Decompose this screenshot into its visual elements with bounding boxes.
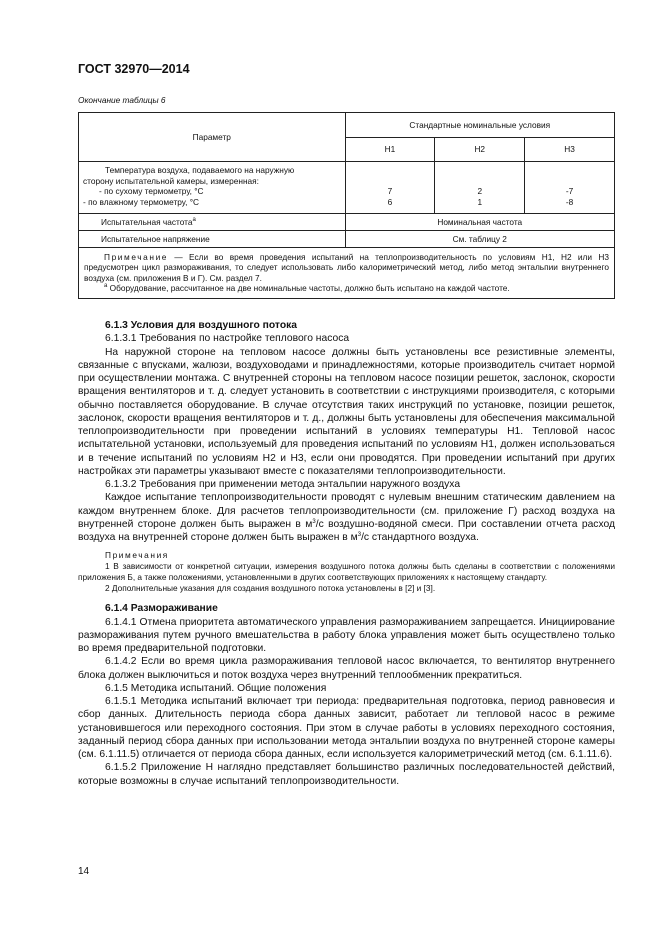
wet-h2: 1 xyxy=(477,196,483,207)
col-h2: Н2 xyxy=(435,138,525,162)
temp-h2-cell xyxy=(435,162,525,214)
page-number: 14 xyxy=(78,866,90,877)
volt-value: См. таблицу 2 xyxy=(345,231,614,248)
freq-label-cell xyxy=(79,214,346,231)
heading-6-1-3: 6.1.3 Условия для воздушного потока xyxy=(105,320,297,331)
footnote-text: Оборудование, рассчитанное на две номинальные частоты, должно быть испытано на каждой частоте. xyxy=(107,283,510,294)
wet-h1: 6 xyxy=(387,196,393,207)
table-6 xyxy=(78,112,615,299)
para-6-1-3-2-title: 6.1.3.2 Требования при применении метода энтальпии наружного воздуха xyxy=(105,479,461,490)
note-1: 1 В зависимости от конкретной ситуации, измерения воздушного потока должны быть сделаны в соответствии с положениями приложения Б, а также положениями, установленными в других соответствующих приложениях к настоящему стандарту. xyxy=(78,561,615,583)
body-text xyxy=(78,318,615,788)
para-6-1-5: 6.1.5 Методика испытаний. Общие положения xyxy=(105,682,327,694)
para-6-1-3-1-title: 6.1.3.1 Требования по настройке теплового насоса xyxy=(105,333,350,345)
temp-wet-label: - по влажному термометру, °С xyxy=(83,196,200,207)
notes-heading: Примечания xyxy=(105,550,169,561)
col-param-header: Параметр xyxy=(79,113,346,162)
para-6-1-4-2: 6.1.4.2 Если во время цикла размораживания тепловой насос включается, то вентилятор внутреннего блока должен выключиться и поток воздуха через внутренний теплообменник прекратиться. xyxy=(78,656,615,681)
note-2: 2 Дополнительные указания для создания воздушного потока установлены в [2] и [3]. xyxy=(105,583,436,594)
para-6-1-3-2-part-b: /с воздушно-водяной смеси. При составлении отчета расход воздуха на внутренней стороне должен быть выражен в м xyxy=(78,518,615,543)
freq-value: Номинальная частота xyxy=(345,214,614,231)
para-6-1-3-1: На наружной стороне на тепловом насосе должны быть установлены все резистивные элементы, связанные с впусками, жалюзи, воздуховодами и принадлежностями, которые производитель считает нормой при осуществлении монтажа. С внутренней стороны на тепловом насосе позиции решеток, заслонок, скорости вращения вентиляторов и т. д. следует установить в соответствии с инструкциями производителя, с которыми обычно поставляется оборудование. В случае отсутствия таких инструкций по установке, позиции решеток, заслонок, скорости вращения вентиляторов и т. д., должны быть установлены для обеспечения максимальной теплопроизводительности при проведении испытаний в условиях температуры Н1. Тепловой насос испытательной установки, используемый для проведения испытаний по условиям Н1, должен использоваться и в течение испытаний по условиям Н2 и Н3, если они проводятся. При проведении испытаний при других настройках эти параметры указывают вместе с показателями теплопроизводительности. xyxy=(78,346,615,477)
para-6-1-4-1: 6.1.4.1 Отмена приоритета автоматического управления размораживанием запрещается. Инициирование размораживания путем ручного вмешательства в работу блока управления может быть осуществлено только во время предварительной подготовки. xyxy=(78,616,615,654)
para-6-1-5-1: 6.1.5.1 Методика испытаний включает три периода: предварительная подготовка, период равновесия и сбор данных. Длительность периода сбора данных зависит, работает ли тепловой насос в режиме установившегося или переходного состояния. При этом в случае работы в условиях переходного состояния, заданный период сбора данных при использовании метода энтальпии воздуха по внутренней стороне камеры (см. 6.1.11.5) отличается от периода сбора данных, если используется калориметрический метод (см. 6.1.11.6). xyxy=(78,696,615,760)
temp-dry-label: - по сухому термометру, °С xyxy=(99,186,204,197)
para-6-1-3-2 xyxy=(78,491,615,544)
footnote-mark: a xyxy=(104,283,108,290)
para-6-1-3-2-part-c: /с стандартного воздуха. xyxy=(361,532,479,543)
dry-h3: -7 xyxy=(565,186,574,196)
dry-h1: 7 xyxy=(387,186,393,196)
table-footnote xyxy=(84,283,609,293)
superscript-3: 3 xyxy=(357,532,362,538)
volt-label: Испытательное напряжение xyxy=(79,231,346,248)
temp-h1-cell xyxy=(345,162,435,214)
freq-footnote-mark: a xyxy=(192,216,196,223)
temp-label-2: сторону испытательной камеры, измеренная: xyxy=(83,175,259,186)
table-note-text: — Если во время проведения испытаний на теплопроизводительность по условиям Н1, Н2 или Н3 предусмотрен цикл размораживания, то следует использовать либо калориметрический метод, либо метод энтальпии внутреннего воздуха (см. приложения В и Г). См. раздел 7. xyxy=(84,252,609,283)
col-h1: Н1 xyxy=(345,138,435,162)
wet-h3: -8 xyxy=(565,196,574,207)
heading-6-1-4: 6.1.4 Размораживание xyxy=(105,603,218,615)
table-note-cell xyxy=(79,248,615,299)
col-group-header: Стандартные номинальные условия xyxy=(345,113,614,138)
table-note xyxy=(84,252,609,283)
col-h3: Н3 xyxy=(525,138,615,162)
para-6-1-3-2-part-a: Каждое испытание теплопроизводительности проводят с нулевым внешним статическим давлением на каждом внутреннем блоке. Для расчетов теплопроизводительности (см. приложение Г) расход воздуха на внутренней стороне должен быть выражен в м xyxy=(78,492,615,530)
table-caption: Окончание таблицы 6 xyxy=(78,95,166,105)
freq-label: Испытательная частота xyxy=(101,216,193,227)
superscript-3: 3 xyxy=(312,518,316,525)
temp-h3-cell xyxy=(525,162,615,214)
temp-label-1: Температура воздуха, подаваемого на наружную xyxy=(105,165,295,175)
table-note-head: Примечание xyxy=(104,252,169,262)
temp-param-cell xyxy=(79,162,346,214)
page-header: ГОСТ 32970—2014 xyxy=(78,62,190,76)
para-6-1-5-2: 6.1.5.2 Приложение Н наглядно представляет большинство различных последовательностей действий, которые возможны в случае испытаний теплопроизводительности. xyxy=(78,762,615,787)
dry-h2: 2 xyxy=(477,186,483,196)
